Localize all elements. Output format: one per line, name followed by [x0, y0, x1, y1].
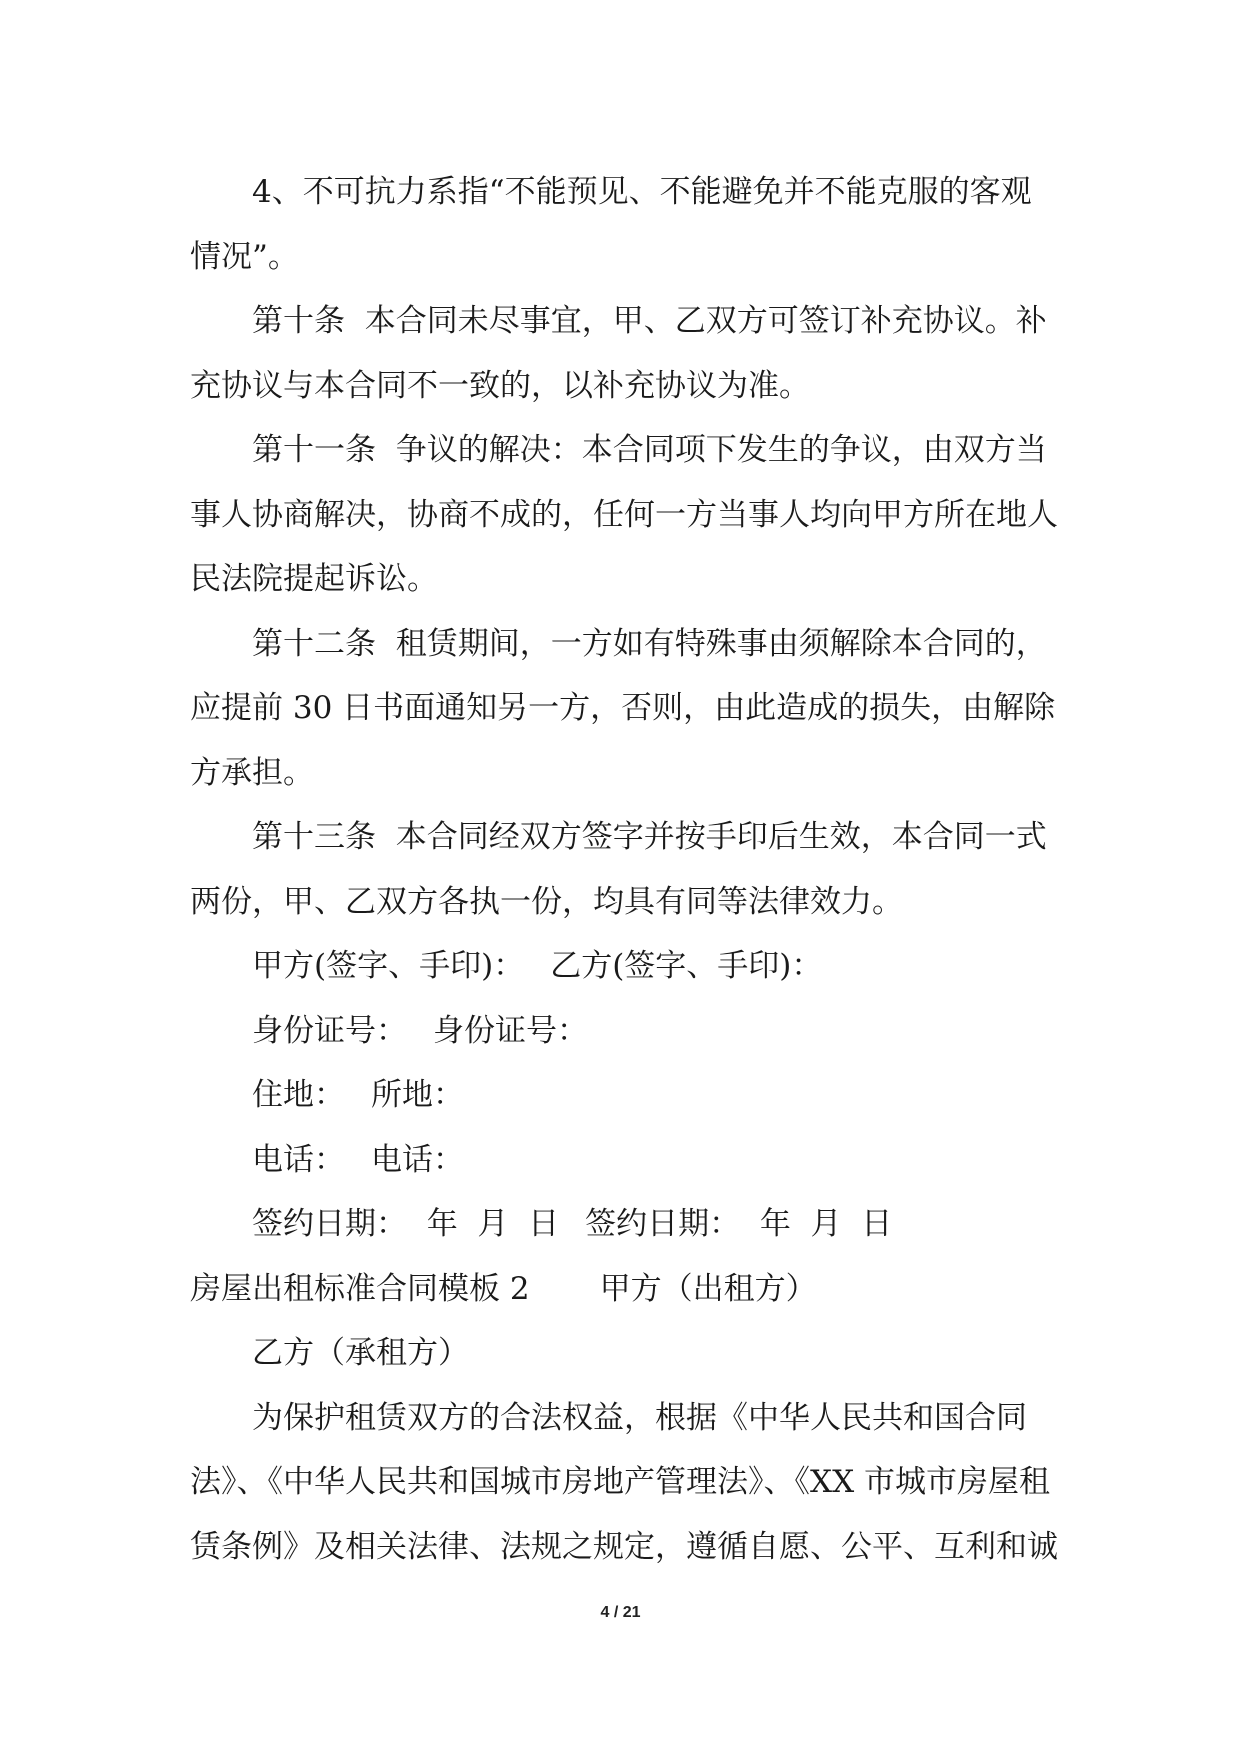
signature-row-address [190, 1063, 1050, 1128]
party-b-address-label: 所地： [371, 1077, 464, 1113]
text-line: 第十一条 争议的解决：本合同项下发生的争议，由双方当 [252, 432, 1047, 468]
signature-row-id [190, 999, 1050, 1064]
template2-party-a: 甲方（出租方） [599, 1270, 817, 1307]
text-line: 4、不可抗力系指“不能预见、不能避免并不能克服的客观 [252, 174, 1032, 210]
text-line: 第十三条 本合同经双方签字并按手印后生效，本合同一式 [252, 819, 1047, 855]
template2-heading-row [190, 1257, 1050, 1322]
page-number: 4 / 21 [600, 1604, 641, 1621]
signature-row-signs [190, 934, 1050, 999]
text-line: 方承担。 [190, 754, 314, 791]
text-line: 民法院提起诉讼。 [190, 561, 438, 597]
text-line: 赁条例》及相关法律、法规之规定，遵循自愿、公平、互利和诚 [190, 1528, 1058, 1565]
text-line: 第十二条 租赁期间，一方如有特殊事由须解除本合同的， [252, 625, 1047, 662]
template2-party-b: 乙方（承租方） [252, 1335, 469, 1371]
text-line: 情况”。 [190, 238, 299, 275]
paragraph-force-majeure [190, 160, 1050, 289]
signature-row-date [190, 1192, 1050, 1257]
paragraph-article-13 [190, 805, 1050, 934]
party-b-date-label: 签约日期： 年 月 日 [585, 1206, 893, 1242]
party-a-id-label: 身份证号： [252, 1012, 407, 1049]
text-line: 充协议与本合同不一致的，以补充协议为准。 [190, 367, 810, 404]
template2-party-b-row [190, 1321, 1050, 1386]
text-line: 第十条 本合同未尽事宜，甲、乙双方可签订补充协议。补 [252, 303, 1047, 339]
text-line: 应提前 30 日书面通知另一方，否则，由此造成的损失，由解除 [190, 690, 1056, 726]
text-line: 两份，甲、乙双方各执一份，均具有同等法律效力。 [190, 883, 903, 920]
template2-title: 房屋出租标准合同模板 2 [190, 1270, 530, 1307]
paragraph-article-11 [190, 418, 1058, 612]
paragraph-article-10 [190, 289, 1050, 418]
party-b-sign-label: 乙方(签字、手印)： [550, 948, 823, 984]
party-a-phone-label: 电话： [252, 1141, 345, 1178]
text-line: 法》、《中华人民共和国城市房地产管理法》、《XX 市城市房屋租 [190, 1464, 1050, 1500]
party-a-address-label: 住地： [252, 1077, 345, 1113]
signature-row-phone [190, 1128, 1050, 1193]
party-a-date-label: 签约日期： 年 月 日 [252, 1206, 560, 1242]
template2-intro [190, 1386, 1058, 1580]
document-body [190, 160, 1058, 1579]
party-b-id-label: 身份证号： [433, 1012, 588, 1049]
text-line: 为保护租赁双方的合法权益，根据《中华人民共和国合同 [252, 1399, 1027, 1436]
party-b-phone-label: 电话： [371, 1141, 464, 1178]
text-line: 事人协商解决，协商不成的，任何一方当事人均向甲方所在地人 [190, 496, 1058, 533]
party-a-sign-label: 甲方(签字、手印)： [252, 948, 525, 984]
paragraph-article-12 [190, 612, 1056, 806]
